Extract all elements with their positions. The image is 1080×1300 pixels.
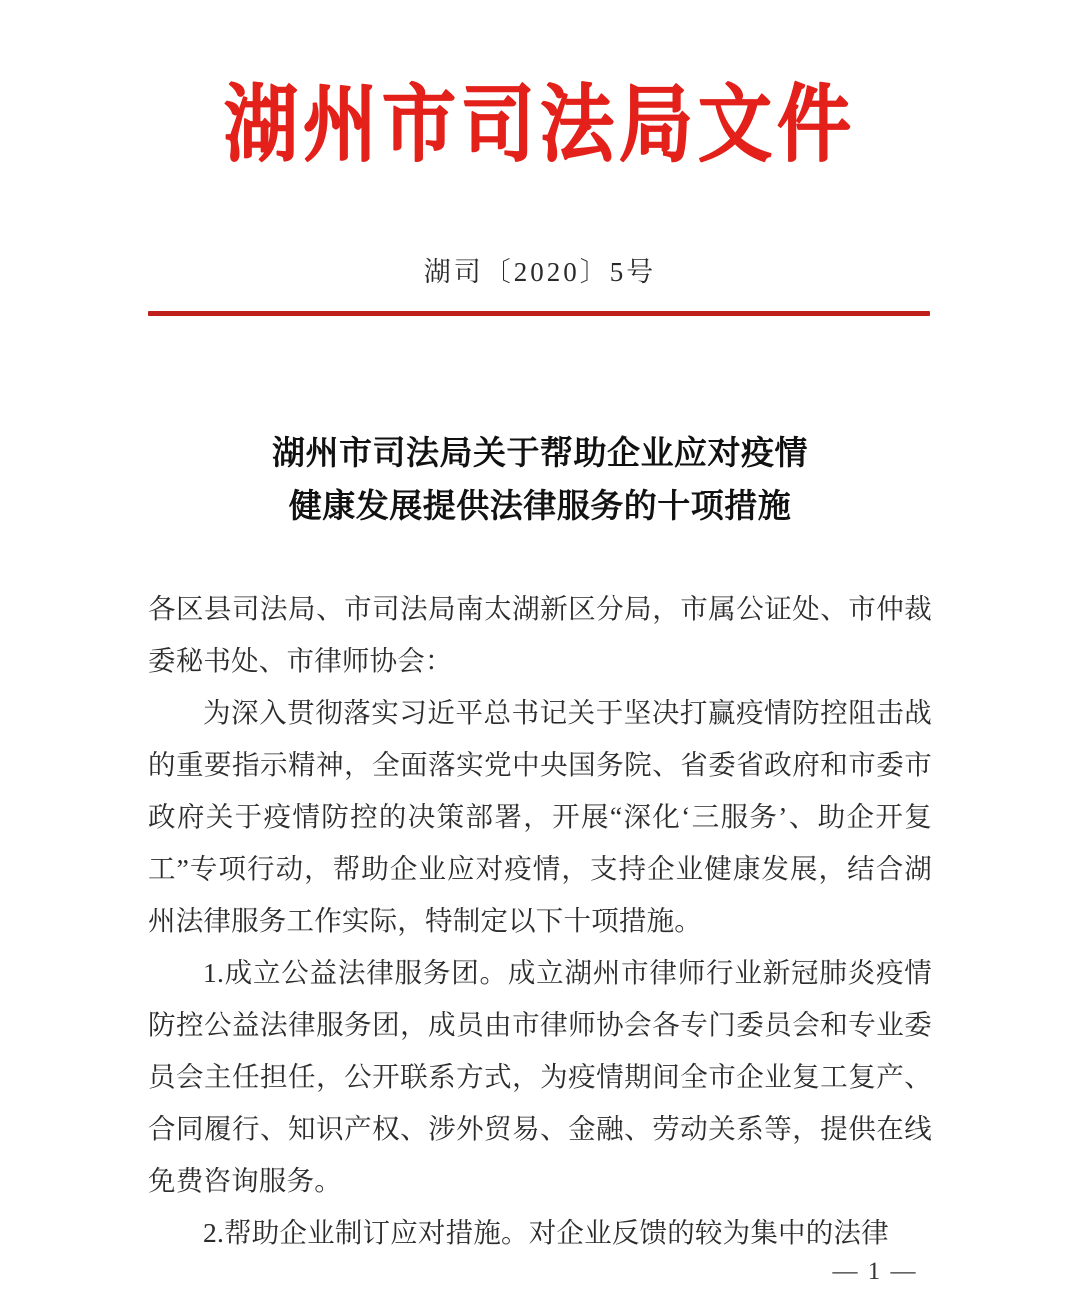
letterhead-organization-title: 湖州市司法局文件 <box>224 79 856 173</box>
letterhead-red-divider <box>148 311 930 316</box>
document-title-line-1: 湖州市司法局关于帮助企业应对疫情 <box>272 436 808 472</box>
document-number: 湖司〔2020〕5号 <box>423 257 657 287</box>
page-number: — 1 — <box>832 1258 918 1285</box>
document-title-line-2: 健康发展提供法律服务的十项措施 <box>288 489 792 525</box>
body-addressee: 各区县司法局、市司法局南太湖新区分局，市属公证处、市仲裁委秘书处、市律师协会： <box>148 593 932 676</box>
body-measure-item-1: 1.成立公益法律服务团。成立湖州市律师行业新冠肺炎疫情防控公益法律服务团，成员由市律师协会各专门委员会和专业委员会主任担任，公开联系方式，为疫情期间全市企业复工复产、合同履行、知识产权、涉外贸易、金融、劳动关系等，提供在线免费咨询服务。 <box>148 957 932 1196</box>
body-preamble: 为深入贯彻落实习近平总书记关于坚决打赢疫情防控阻击战的重要指示精神，全面落实党中央国务院、省委省政府和市委市政府关于疫情防控的决策部署，开展“深化‘三服务’、助企开复工”专项行动，帮助企业应对疫情，支持企业健康发展，结合湖州法律服务工作实际，特制定以下十项措施。 <box>148 697 932 936</box>
letterhead <box>0 79 1080 173</box>
body-measure-item-2: 2.帮助企业制订应对措施。对企业反馈的较为集中的法律 <box>203 1217 889 1248</box>
document-body <box>148 583 932 1259</box>
document-title <box>140 428 940 534</box>
